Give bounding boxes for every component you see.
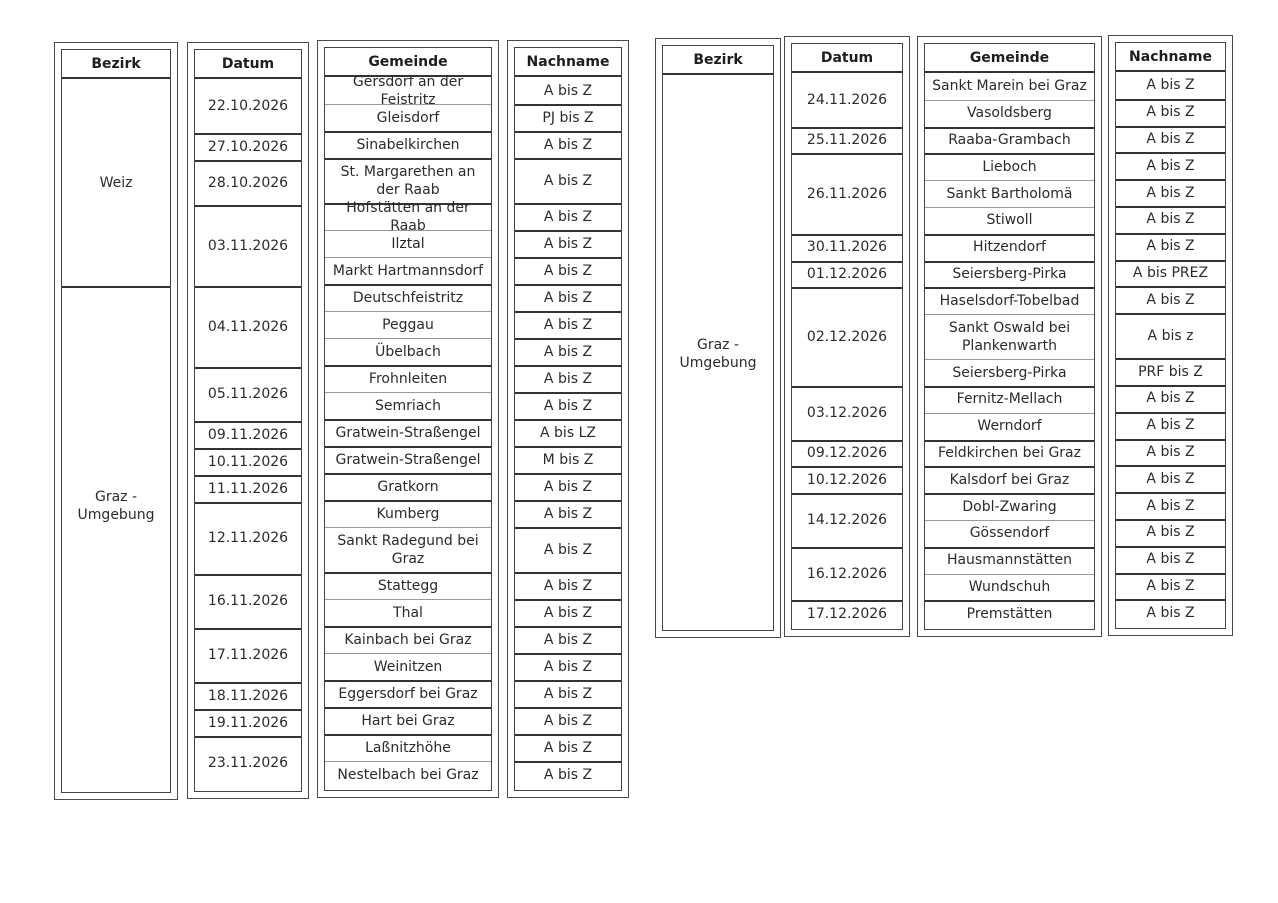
gemeinde-cell: Ilztal [391,235,425,252]
date-cell: 14.12.2026 [806,511,888,528]
nachname-cell: A bis Z [543,739,593,756]
gemeinde-cell: Kainbach bei Graz [344,631,472,648]
gemeinde-cell: Fernitz-Mellach [956,391,1063,408]
nachname-cell: A bis Z [543,712,593,729]
gemeinde-cell: Werndorf [977,418,1042,435]
nachname-cell: A bis Z [1146,443,1195,460]
gemeinde-cell: Übelbach [375,343,441,360]
nachname-cell: A bis Z [543,235,593,252]
date-cell: 04.11.2026 [207,318,289,335]
date-cell: 30.11.2026 [806,239,888,256]
left-bezirk-inner [61,49,171,793]
gemeinde-cell: Gössendorf [969,525,1050,542]
left-nachname-inner [514,47,622,791]
date-cell: 23.11.2026 [207,755,289,771]
nachname-cell: A bis z [1147,327,1194,344]
gemeinde-cell: Laßnitzhöhe [365,739,451,756]
right-bezirk-inner [662,45,774,631]
date-cell: 24.11.2026 [806,91,888,108]
nachname-cell: A bis Z [1146,497,1195,514]
left-nachname-header: Nachname [515,48,621,77]
date-cell: 19.11.2026 [207,714,289,731]
nachname-cell: A bis Z [543,658,593,675]
nachname-cell: A bis Z [543,478,593,495]
gemeinde-cell: Thal [393,604,423,621]
gemeinde-cell: Sankt Radegund bei Graz [337,532,479,567]
gemeinde-cell: Semriach [375,397,441,414]
date-cell: 10.12.2026 [806,471,888,488]
gemeinde-cell: Seiersberg-Pirka [952,364,1067,381]
nachname-cell: A bis Z [1146,577,1195,594]
left-nachname-column [507,40,629,798]
gemeinde-cell: Sinabelkirchen [356,136,460,153]
nachname-cell: A bis Z [543,397,593,414]
right-datum-inner [791,43,903,630]
left-datum-column [187,42,309,799]
right-nachname-column [1108,35,1233,636]
gemeinde-cell: Hofstätten an der Raab [346,199,470,234]
nachname-cell: A bis Z [1146,390,1195,407]
left-bezirk-header: Bezirk [62,50,170,79]
date-cell: 01.12.2026 [806,265,888,282]
date-cell: 16.12.2026 [806,565,888,582]
nachname-cell: A bis LZ [540,424,596,441]
date-cell: 22.10.2026 [207,98,289,114]
gemeinde-cell: Wundschuh [968,578,1051,595]
nachname-cell: A bis Z [543,316,593,333]
nachname-cell: M bis Z [542,451,594,468]
nachname-cell: A bis Z [1146,291,1195,308]
nachname-cell: A bis Z [543,766,593,783]
nachname-cell: A bis Z [1146,551,1195,568]
nachname-cell: A bis Z [1146,604,1195,621]
left-gemeinde-header: Gemeinde [325,48,491,77]
bezirk-cell-graz-umgebung-right: Graz - Umgebung [679,336,757,371]
nachname-cell: A bis Z [543,262,593,279]
date-cell: 10.11.2026 [207,453,289,470]
left-gemeinde-inner [324,47,492,791]
nachname-cell: A bis Z [543,370,593,387]
nachname-cell: A bis Z [543,631,593,648]
gemeinde-cell: Weinitzen [373,658,443,675]
nachname-cell: A bis Z [543,577,593,594]
gemeinde-cell: Feldkirchen bei Graz [937,444,1081,461]
nachname-cell: A bis Z [543,685,593,702]
right-bezirk-column [655,38,781,638]
date-cell: 05.11.2026 [207,386,289,402]
date-cell: 02.12.2026 [806,328,888,345]
right-nachname-inner [1115,42,1226,629]
nachname-cell: A bis Z [1146,130,1195,147]
date-cell: 03.11.2026 [207,237,289,254]
gemeinde-cell: Gleisdorf [376,109,440,126]
gemeinde-cell: Peggau [382,316,434,333]
left-datum-inner [194,49,302,792]
nachname-cell: A bis Z [543,136,593,153]
gemeinde-cell: Hausmannstätten [946,552,1073,569]
nachname-cell: A bis Z [543,343,593,360]
gemeinde-cell: Gratwein-Straßengel [335,424,481,441]
gemeinde-cell: Sankt Bartholomä [946,185,1073,202]
gemeinde-cell: Frohnleiten [368,370,448,387]
nachname-cell: A bis Z [1146,77,1195,94]
gemeinde-cell: Gratkorn [377,478,439,495]
gemeinde-cell: Stiwoll [986,212,1033,229]
nachname-cell: A bis Z [1146,184,1195,201]
gemeinde-cell: Seiersberg-Pirka [952,265,1067,282]
nachname-cell: A bis Z [543,541,593,558]
gemeinde-cell: Vasoldsberg [967,105,1052,122]
nachname-cell: A bis Z [543,505,593,522]
gemeinde-cell: Haselsdorf-Tobelbad [939,292,1080,309]
right-gemeinde-column [917,36,1102,637]
gemeinde-cell: St. Margarethen an der Raab [340,163,476,198]
bezirk-cell-weiz: Weiz [99,174,133,191]
gemeinde-cell: Sankt Marein bei Graz [932,78,1087,95]
nachname-cell: A bis PREZ [1132,264,1209,281]
date-cell: 26.11.2026 [806,185,888,202]
date-cell: 25.11.2026 [806,131,888,148]
gemeinde-cell: Hart bei Graz [361,712,455,729]
gemeinde-cell: Markt Hartmannsdorf [332,262,484,279]
gemeinde-cell: Premstätten [966,605,1053,622]
date-cell: 17.11.2026 [207,647,289,663]
nachname-cell: A bis Z [1146,470,1195,487]
nachname-cell: A bis Z [543,172,593,189]
nachname-cell: A bis Z [1146,104,1195,121]
gemeinde-cell: Deutschfeistritz [352,289,464,306]
date-cell: 09.11.2026 [207,426,289,443]
gemeinde-cell: Raaba-Grambach [948,131,1071,148]
date-cell: 18.11.2026 [207,687,289,704]
nachname-cell: A bis Z [543,208,593,225]
date-cell: 27.10.2026 [207,138,289,155]
nachname-cell: A bis Z [1146,157,1195,174]
right-datum-header: Datum [792,44,902,73]
right-gemeinde-header: Gemeinde [925,44,1094,73]
nachname-cell: A bis Z [1146,238,1195,255]
date-cell: 03.12.2026 [806,404,888,421]
gemeinde-cell: Lieboch [982,158,1037,175]
gemeinde-cell: Gersdorf an der Feistritz [352,73,464,108]
nachname-cell: PRF bis Z [1138,363,1203,380]
gemeinde-cell: Kalsdorf bei Graz [949,471,1070,488]
gemeinde-cell: Nestelbach bei Graz [337,766,479,783]
nachname-cell: A bis Z [543,604,593,621]
right-bezirk-header: Bezirk [663,46,773,75]
nachname-cell: PJ bis Z [542,109,594,126]
gemeinde-cell: Sankt Oswald bei Plankenwarth [948,319,1071,354]
right-datum-column [784,36,910,637]
gemeinde-cell: Hitzendorf [973,239,1046,256]
gemeinde-cell: Dobl-Zwaring [962,498,1057,515]
date-cell: 16.11.2026 [207,593,289,609]
date-cell: 09.12.2026 [806,444,888,461]
left-gemeinde-column [317,40,499,798]
date-cell: 11.11.2026 [207,480,289,497]
date-cell: 28.10.2026 [207,174,289,191]
right-gemeinde-inner [924,43,1095,630]
nachname-cell: A bis Z [543,82,593,99]
date-cell: 12.11.2026 [207,530,289,546]
gemeinde-cell: Kumberg [376,505,440,522]
gemeinde-cell: Eggersdorf bei Graz [338,685,478,702]
nachname-cell: A bis Z [1146,211,1195,228]
left-bezirk-column [54,42,178,800]
right-nachname-header: Nachname [1116,43,1225,72]
left-datum-header: Datum [195,50,301,79]
gemeinde-cell: Stattegg [377,577,439,594]
gemeinde-cell: Gratwein-Straßengel [335,451,481,468]
nachname-cell: A bis Z [1146,524,1195,541]
bezirk-cell-graz-umgebung: Graz - Umgebung [77,488,155,523]
nachname-cell: A bis Z [1146,417,1195,434]
date-cell: 17.12.2026 [806,605,888,622]
nachname-cell: A bis Z [543,289,593,306]
